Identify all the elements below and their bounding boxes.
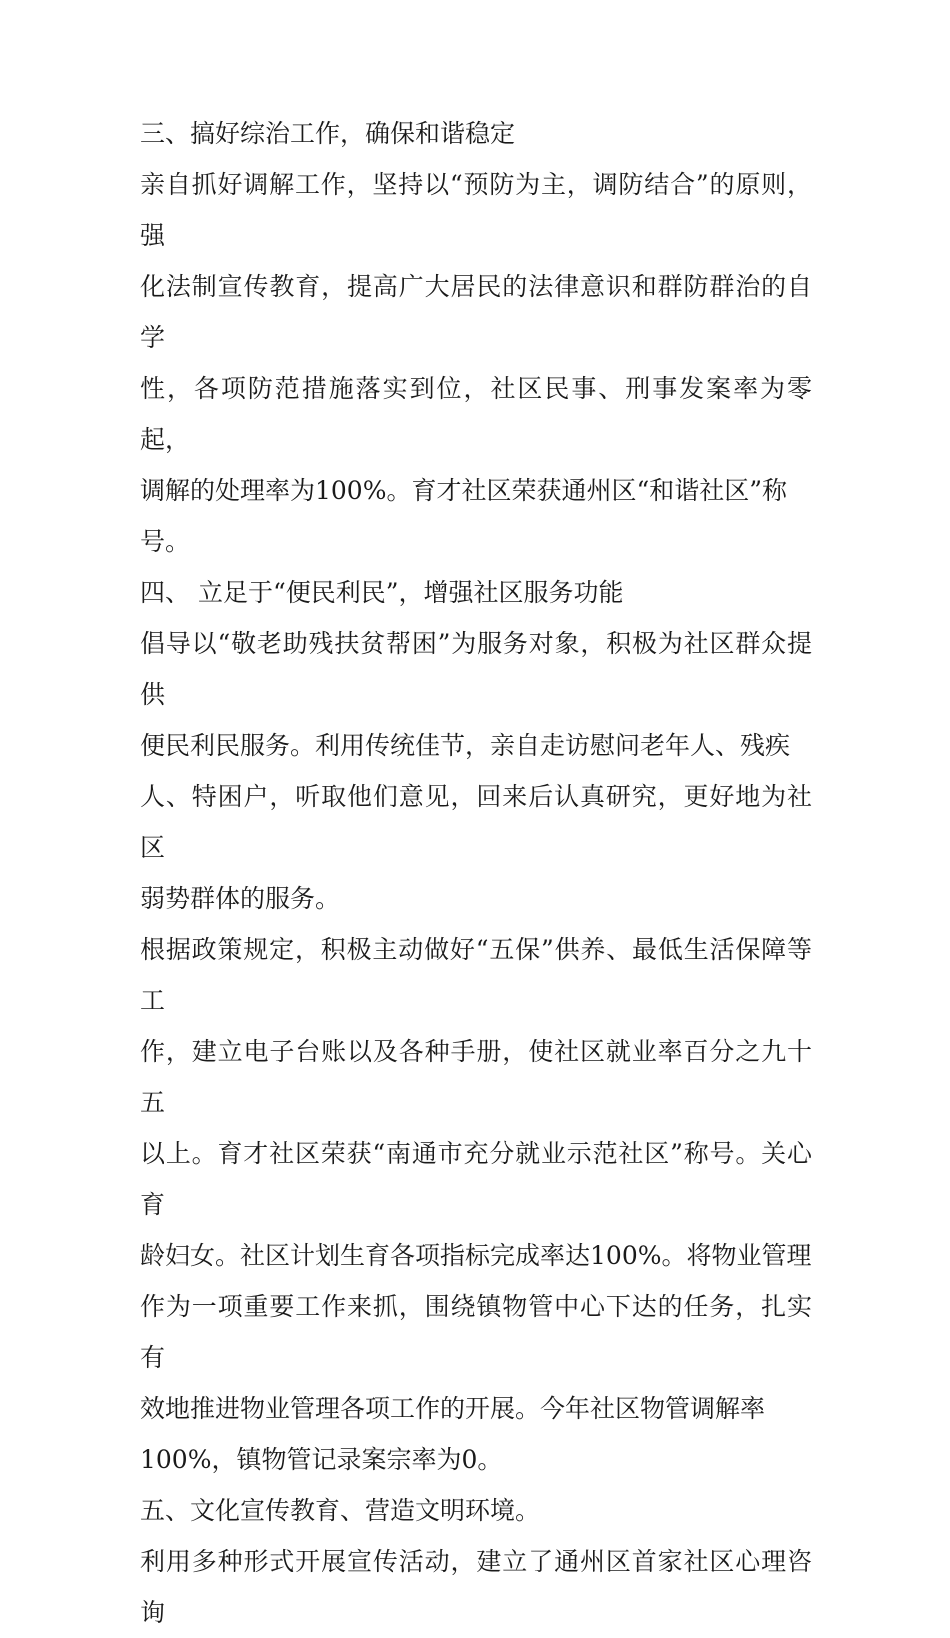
text-line: 以上。育才社区荣获“南通市充分就业示范社区”称号。关心育 xyxy=(140,1139,812,1219)
text-line: 调解的处理率为100%。育才社区荣获通州区“和谐社区”称 xyxy=(140,476,788,505)
text-line: 倡导以“敬老助残扶贫帮困”为服务对象，积极为社区群众提供 xyxy=(140,629,812,709)
section-heading-4: 四、 立足于“便民利民”，增强社区服务功能 xyxy=(140,578,624,607)
text-line: 便民利民服务。利用传统佳节，亲自走访慰问老年人、残疾 xyxy=(140,731,791,760)
text-line: 根据政策规定，积极主动做好“五保”供养、最低生活保障等工 xyxy=(140,935,812,1015)
text-line: 利用多种形式开展宣传活动，建立了通州区首家社区心理咨询 xyxy=(140,1547,812,1627)
text-line: 性，各项防范措施落实到位，社区民事、刑事发案率为零起， xyxy=(140,374,812,454)
text-line: 作为一项重要工作来抓，围绕镇物管中心下达的任务，扎实有 xyxy=(140,1292,812,1372)
text-line: 人、特困户，听取他们意见，回来后认真研究，更好地为社区 xyxy=(140,782,812,862)
text-line: 龄妇女。社区计划生育各项指标完成率达100%。将物业管理 xyxy=(140,1241,812,1270)
section-heading-3: 三、搞好综治工作，确保和谐稳定 xyxy=(140,119,516,148)
text-line: 弱势群体的服务。 xyxy=(140,884,341,913)
document-body xyxy=(140,108,812,1638)
text-line: 亲自抓好调解工作，坚持以“预防为主，调防结合”的原则，强 xyxy=(140,170,812,250)
text-line: 100%，镇物管记录案宗率为0。 xyxy=(140,1445,503,1474)
section-heading-5: 五、文化宣传教育、营造文明环境。 xyxy=(140,1496,541,1525)
text-line: 作，建立电子台账以及各种手册，使社区就业率百分之九十五 xyxy=(140,1037,812,1117)
text-line: 号。 xyxy=(140,527,191,556)
text-line: 化法制宣传教育，提高广大居民的法律意识和群防群治的自学 xyxy=(140,272,812,352)
text-line: 效地推进物业管理各项工作的开展。今年社区物管调解率 xyxy=(140,1394,766,1423)
